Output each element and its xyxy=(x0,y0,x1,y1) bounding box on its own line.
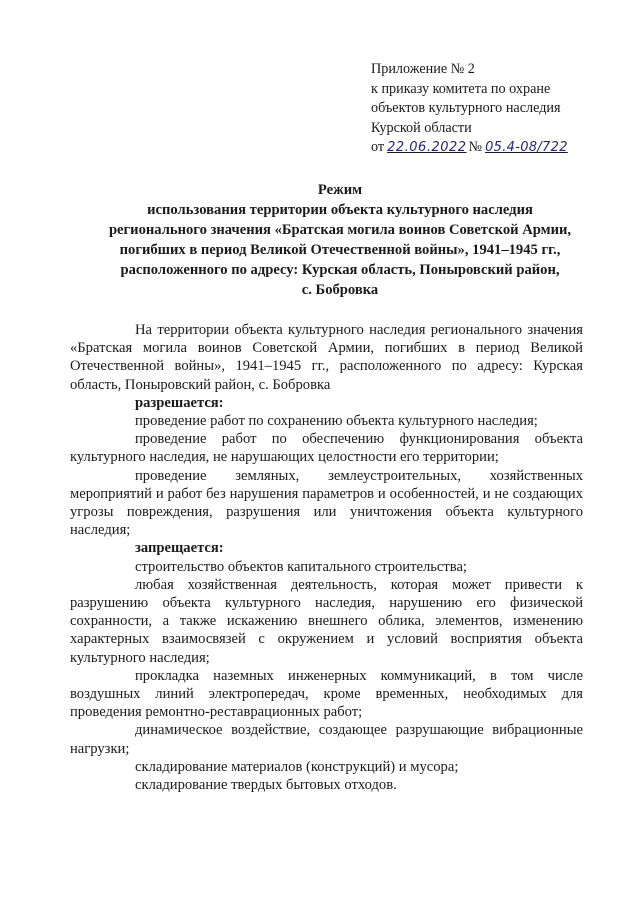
order-number: 05.4-08/722 xyxy=(485,140,568,155)
allowed-item: проведение земляных, землеустроительных, хозяйственных мероприятий и работ без нарушения параметров и особенностей, и не создающих угрозы повреждения, разрушения или уничтожения объекта культурного наследия; xyxy=(70,467,583,539)
order-prefix: от xyxy=(371,139,385,155)
title-line: использования территории объекта культурного наследия xyxy=(147,202,533,218)
document-title xyxy=(60,180,620,300)
appendix-header xyxy=(371,60,621,158)
appendix-region: Курской области xyxy=(371,119,472,136)
order-details xyxy=(371,138,621,158)
allowed-heading: разрешается: xyxy=(135,394,224,411)
forbidden-item: складирование твердых бытовых отходов. xyxy=(135,777,397,794)
order-date: 22.06.2022 xyxy=(387,140,467,155)
order-number-label: № xyxy=(468,139,483,155)
title-line: Режим xyxy=(317,182,363,198)
forbidden-item: складирование материалов (конструкций) и мусора; xyxy=(135,758,459,775)
title-line: расположенного по адресу: Курская область, Поныровский район, xyxy=(120,262,560,278)
title-line: регионального значения «Братская могила воинов Советской Армии, xyxy=(108,222,572,238)
appendix-committee: объектов культурного наследия xyxy=(371,100,561,116)
forbidden-heading: запрещается: xyxy=(135,540,224,557)
allowed-item: проведение работ по сохранению объекта культурного наследия; xyxy=(135,413,538,430)
document-body xyxy=(70,321,583,794)
appendix-order-ref: к приказу комитета по охране xyxy=(371,80,551,97)
forbidden-item: строительство объектов капитального строительства; xyxy=(135,558,467,575)
allowed-item: проведение работ по обеспечению функционирования объекта культурного наследия, не нарушающих целостности его территории; xyxy=(70,431,583,466)
intro-paragraph: На территории объекта культурного наследия регионального значения «Братская могила воинов Советской Армии, погибших в период Великой Отечественной войны», 1941–1945 гг., расположенного по адресу: Курская область, Поныровский район, с. Бобровка xyxy=(70,322,583,393)
forbidden-item: динамическое воздействие, создающее разрушающие вибрационные нагрузки; xyxy=(70,722,583,757)
appendix-title: Приложение № 2 xyxy=(371,61,475,77)
forbidden-item: прокладка наземных инженерных коммуникаций, в том числе воздушных линий электропередач, кроме временных, необходимых для проведения ремонтно-реставрационных работ; xyxy=(70,667,583,721)
forbidden-item: любая хозяйственная деятельность, которая может привести к разрушению объекта культурного наследия, нарушению его физической сохранности, а также искажению внешнего облика, элементов, изменению характерных взаимосвязей с окружением и условий восприятия объекта культурного наследия; xyxy=(70,576,583,666)
title-line: погибших в период Великой Отечественной войны», 1941–1945 гг., xyxy=(119,242,561,258)
title-line: с. Бобровка xyxy=(301,282,379,298)
